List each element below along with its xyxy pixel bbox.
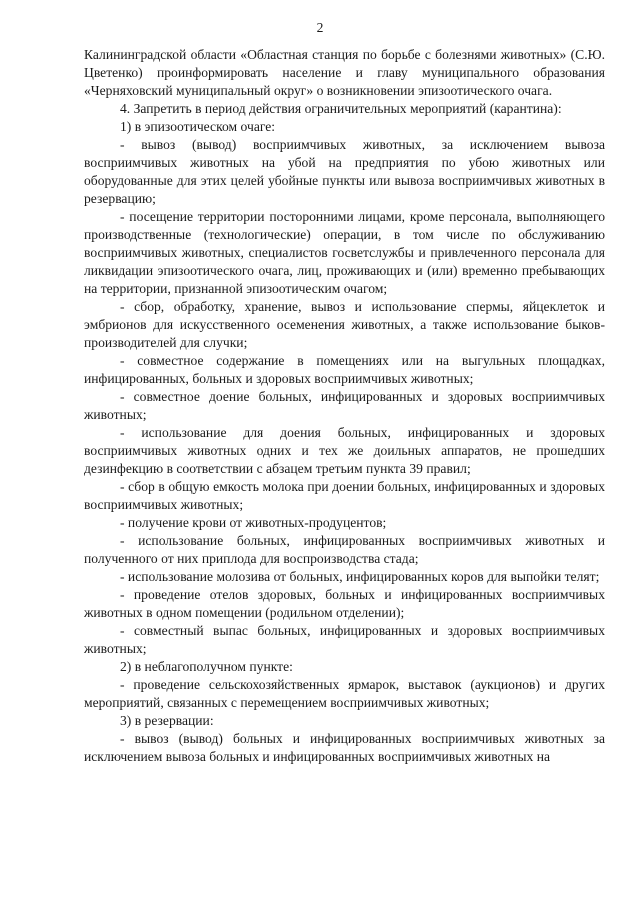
- paragraph-subitem-3-heading: 3) в резервации:: [120, 713, 214, 728]
- list-item-calving: - проведение отелов здоровых, больных и инфицированных восприимчивых животных в одном помещении (родильном отделении);: [84, 587, 605, 620]
- list-item-milk-collection: - сбор в общую емкость молока при доении больных, инфицированных и здоровых восприимчивых животных;: [84, 479, 605, 512]
- list-item-reservation-export: - вывоз (вывод) больных и инфицированных восприимчивых животных за исключением вывоза больных и инфицированных восприимчивых животных на: [84, 731, 605, 764]
- paragraph-subitem-1-heading: 1) в эпизоотическом очаге:: [120, 119, 276, 134]
- paragraph-subitem-2-heading: 2) в неблагополучном пункте:: [120, 659, 293, 674]
- list-item-colostrum: - использование молозива от больных, инфицированных коров для выпойки телят;: [120, 569, 600, 584]
- list-item-export-animals: - вывоз (вывод) восприимчивых животных, за исключением вывоза восприимчивых животных на убой на предприятия по убою животных или оборудованные для этих целей убойные пункты или вывоза восприимчивых животных в резервацию;: [84, 137, 605, 206]
- list-item-reproduction: - использование больных, инфицированных восприимчивых животных и полученного от них приплода для воспроизводства стада;: [84, 533, 605, 566]
- list-item-blood-collection: - получение крови от животных-продуцентов;: [120, 515, 387, 530]
- list-item-joint-grazing: - совместный выпас больных, инфицированных и здоровых восприимчивых животных;: [84, 623, 605, 656]
- page-number: 2: [316, 20, 324, 35]
- paragraph-item-4-heading: 4. Запретить в период действия ограничительных мероприятий (карантина):: [120, 101, 562, 116]
- document-body: [84, 46, 605, 766]
- list-item-sperm-embryos: - сбор, обработку, хранение, вывоз и использование спермы, яйцеклеток и эмбрионов для искусственного осеменения животных, а также использование быков-производителей для случки;: [84, 299, 605, 350]
- list-item-joint-keeping: - совместное содержание в помещениях или на выгульных площадках, инфицированных, больных и здоровых восприимчивых животных;: [84, 353, 605, 386]
- list-item-fairs-exhibitions: - проведение сельскохозяйственных ярмарок, выставок (аукционов) и других мероприятий, связанных с перемещением восприимчивых животных;: [84, 677, 605, 710]
- paragraph-intro-continuation: Калининградской области «Областная станция по борьбе с болезнями животных» (С.Ю. Цветенко) проинформировать население и главу муниципального образования «Черняховский муниципальный округ» о возникновении эпизоотического очага.: [84, 47, 605, 98]
- list-item-visiting-territory: - посещение территории посторонними лицами, кроме персонала, выполняющего производственные (технологические) операции, в том числе по обслуживанию восприимчивых животных, специалистов госветслужбы и привлеченного персонала для ликвидации эпизоотического очага, лиц, проживающих и (или) временно пребывающих на территории, признанной эпизоотическим очагом;: [84, 209, 605, 296]
- list-item-milking-machines: - использование для доения больных, инфицированных и здоровых восприимчивых животных одних и тех же доильных аппаратов, не прошедших дезинфекцию в соответствии с абзацем третьим пункта 39 правил;: [84, 425, 605, 476]
- list-item-joint-milking: - совместное доение больных, инфицированных и здоровых восприимчивых животных;: [84, 389, 605, 422]
